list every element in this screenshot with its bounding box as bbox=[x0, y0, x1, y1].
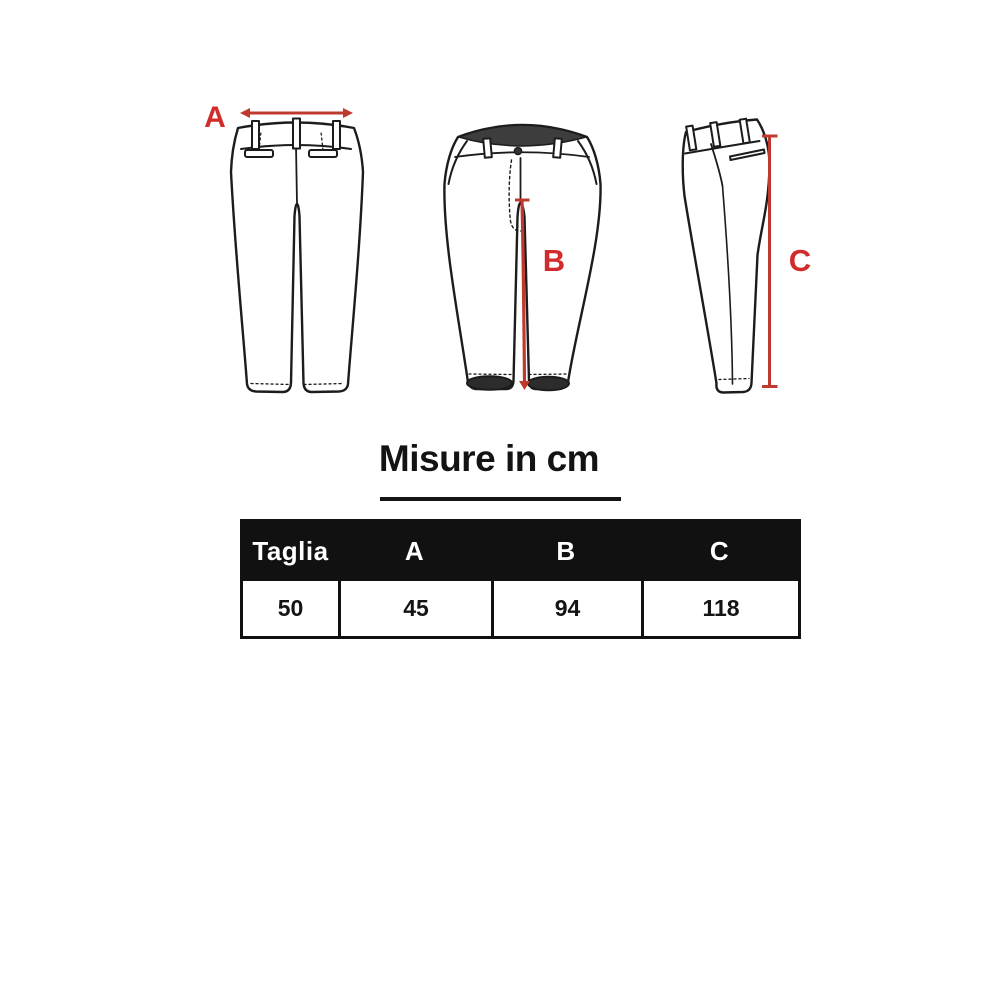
pants-side-view-figure bbox=[683, 119, 770, 393]
side-view-outline bbox=[683, 120, 770, 393]
size-table-header-a: A bbox=[404, 536, 425, 566]
back-center-seam bbox=[296, 145, 297, 204]
title-underline bbox=[380, 497, 621, 501]
belt-loop bbox=[293, 119, 300, 149]
belt-loop bbox=[333, 121, 340, 149]
belt-loop bbox=[553, 138, 562, 158]
back-pocket-left bbox=[245, 150, 273, 157]
belt-loop bbox=[483, 138, 492, 158]
waist-button-icon bbox=[514, 147, 521, 154]
pants-back-view-figure bbox=[231, 119, 363, 393]
arrowhead-right-icon bbox=[343, 108, 353, 118]
back-pocket-right bbox=[309, 150, 337, 157]
size-table-header-b: B bbox=[556, 536, 576, 566]
pants-diagram bbox=[0, 0, 1000, 430]
size-table-header-c: C bbox=[709, 536, 730, 566]
size-table-cell-taglia: 50 bbox=[277, 595, 304, 621]
belt-loop bbox=[252, 121, 259, 149]
front-hem-cuff-left bbox=[467, 376, 512, 390]
size-guide-title: Misure in cm bbox=[378, 438, 600, 479]
measurement-c-annotation bbox=[762, 136, 811, 387]
size-table-header-row bbox=[243, 522, 798, 581]
size-table-cell-a: 45 bbox=[338, 581, 491, 636]
size-table-data-row bbox=[243, 581, 798, 636]
size-table-cell-b: 94 bbox=[491, 581, 641, 636]
measurement-line-b bbox=[522, 201, 525, 382]
measurement-label-b: B bbox=[542, 243, 566, 278]
size-table-header-taglia: Taglia bbox=[252, 536, 329, 566]
arrowhead-left-icon bbox=[240, 108, 250, 118]
measurement-label-c: C bbox=[788, 243, 812, 278]
size-table-cell-c: 118 bbox=[641, 581, 798, 636]
measurement-label-a: A bbox=[204, 101, 226, 134]
size-table bbox=[240, 519, 801, 639]
front-hem-cuff-right bbox=[528, 377, 569, 391]
